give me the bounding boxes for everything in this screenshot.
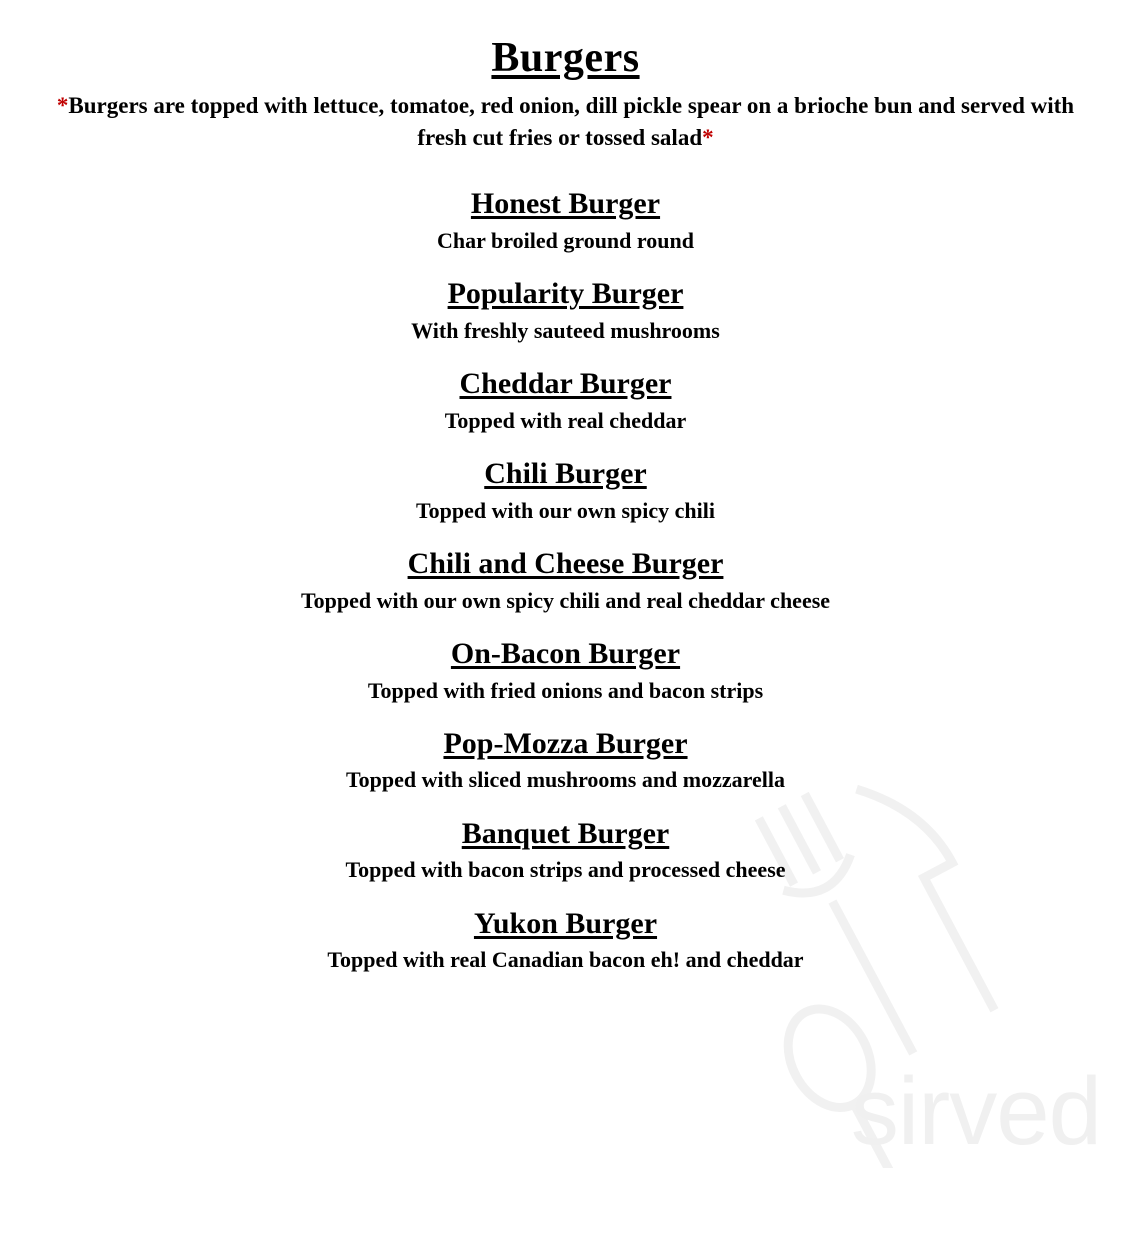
list-item bbox=[36, 817, 1095, 883]
note-star-leading: * bbox=[56, 93, 69, 118]
list-item bbox=[36, 277, 1095, 343]
menu-item-description: Topped with fried onions and bacon strips bbox=[367, 677, 764, 703]
menu-item-name: Popularity Burger bbox=[447, 277, 684, 311]
list-item bbox=[36, 727, 1095, 793]
note-line-2: and served with fresh cut fries or tossed salad bbox=[417, 93, 1075, 150]
note-star-trailing: * bbox=[702, 124, 714, 150]
note-line-1: Burgers are topped with lettuce, tomatoe, red onion, dill pickle spear on a brioche bun bbox=[68, 93, 913, 118]
list-item bbox=[36, 637, 1095, 703]
list-item bbox=[36, 547, 1095, 613]
menu-item-description: Topped with our own spicy chili bbox=[416, 497, 715, 523]
watermark-text: sirved bbox=[850, 1058, 1101, 1165]
list-item bbox=[36, 907, 1095, 973]
menu-item-description: Char broiled ground round bbox=[437, 228, 694, 254]
menu-note bbox=[46, 90, 1086, 153]
page-title: Burgers bbox=[491, 35, 640, 81]
menu-item-name: Chili and Cheese Burger bbox=[407, 547, 724, 581]
menu-item-name: Pop-Mozza Burger bbox=[443, 726, 688, 760]
menu-item-description: Topped with bacon strips and processed cheese bbox=[345, 857, 786, 883]
menu-item-description: Topped with our own spicy chili and real cheddar cheese bbox=[300, 587, 831, 613]
menu-item-description: With freshly sauteed mushrooms bbox=[411, 317, 720, 343]
menu-item-description: Topped with real cheddar bbox=[444, 407, 687, 433]
menu-item-name: On-Bacon Burger bbox=[450, 636, 681, 670]
menu-item-name: Chili Burger bbox=[484, 457, 647, 491]
list-item bbox=[36, 367, 1095, 433]
menu-items-list bbox=[36, 187, 1095, 972]
menu-item-name: Cheddar Burger bbox=[459, 367, 672, 401]
menu-item-name: Banquet Burger bbox=[461, 816, 670, 850]
menu-item-name: Honest Burger bbox=[470, 187, 661, 221]
menu-item-name: Yukon Burger bbox=[473, 906, 658, 940]
menu-item-description: Topped with sliced mushrooms and mozzarella bbox=[345, 767, 786, 793]
list-item bbox=[36, 187, 1095, 253]
menu-item-description: Topped with real Canadian bacon eh! and cheddar bbox=[327, 947, 804, 973]
list-item bbox=[36, 457, 1095, 523]
